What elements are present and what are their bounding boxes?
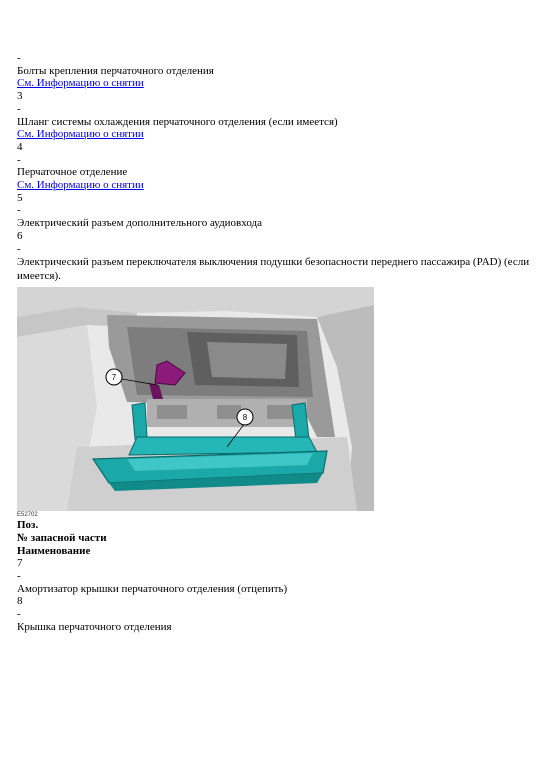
row-dash: - — [17, 242, 21, 255]
item-position: 8 — [17, 595, 23, 608]
glovebox-illustration — [17, 287, 374, 511]
removal-info-link[interactable]: См. Информацию о снятии — [17, 77, 144, 90]
callout-8: 8 — [242, 413, 248, 423]
row-dash: - — [17, 204, 21, 217]
row-dash: - — [17, 153, 21, 166]
item-name: Электрический разъем переключателя выключения подушки безопасности переднего пассажира (PAD) (если имеется). — [17, 256, 530, 283]
item-name: Перчаточное отделение — [17, 166, 128, 179]
removal-info-link[interactable]: См. Информацию о снятии — [17, 179, 144, 192]
row-dash: - — [17, 570, 21, 583]
item-name: Электрический разъем дополнительного аудиовхода — [17, 217, 262, 230]
item-position: 7 — [17, 557, 23, 570]
item-name: Крышка перчаточного отделения — [17, 620, 172, 633]
table-header-name: Наименование — [17, 544, 91, 557]
item-position: 3 — [17, 90, 23, 103]
table-header-part-number: № запасной части — [17, 531, 107, 544]
item-position: 5 — [17, 191, 23, 204]
removal-info-link[interactable]: См. Информацию о снятии — [17, 128, 144, 141]
row-dash: - — [17, 608, 21, 621]
item-position: 4 — [17, 140, 23, 153]
document-body — [17, 52, 537, 634]
item-name: Болты крепления перчаточного отделения — [17, 64, 214, 77]
item-name: Амортизатор крышки перчаточного отделения (отцепить) — [17, 582, 288, 595]
item-name: Шланг системы охлаждения перчаточного отделения (если имеется) — [17, 115, 338, 128]
callout-7: 7 — [111, 373, 117, 383]
row-dash: - — [17, 52, 21, 64]
item-position: 6 — [17, 229, 23, 242]
table-header-pos: Поз. — [17, 519, 39, 532]
row-dash: - — [17, 102, 21, 115]
figure-code: E52702 — [17, 512, 38, 519]
